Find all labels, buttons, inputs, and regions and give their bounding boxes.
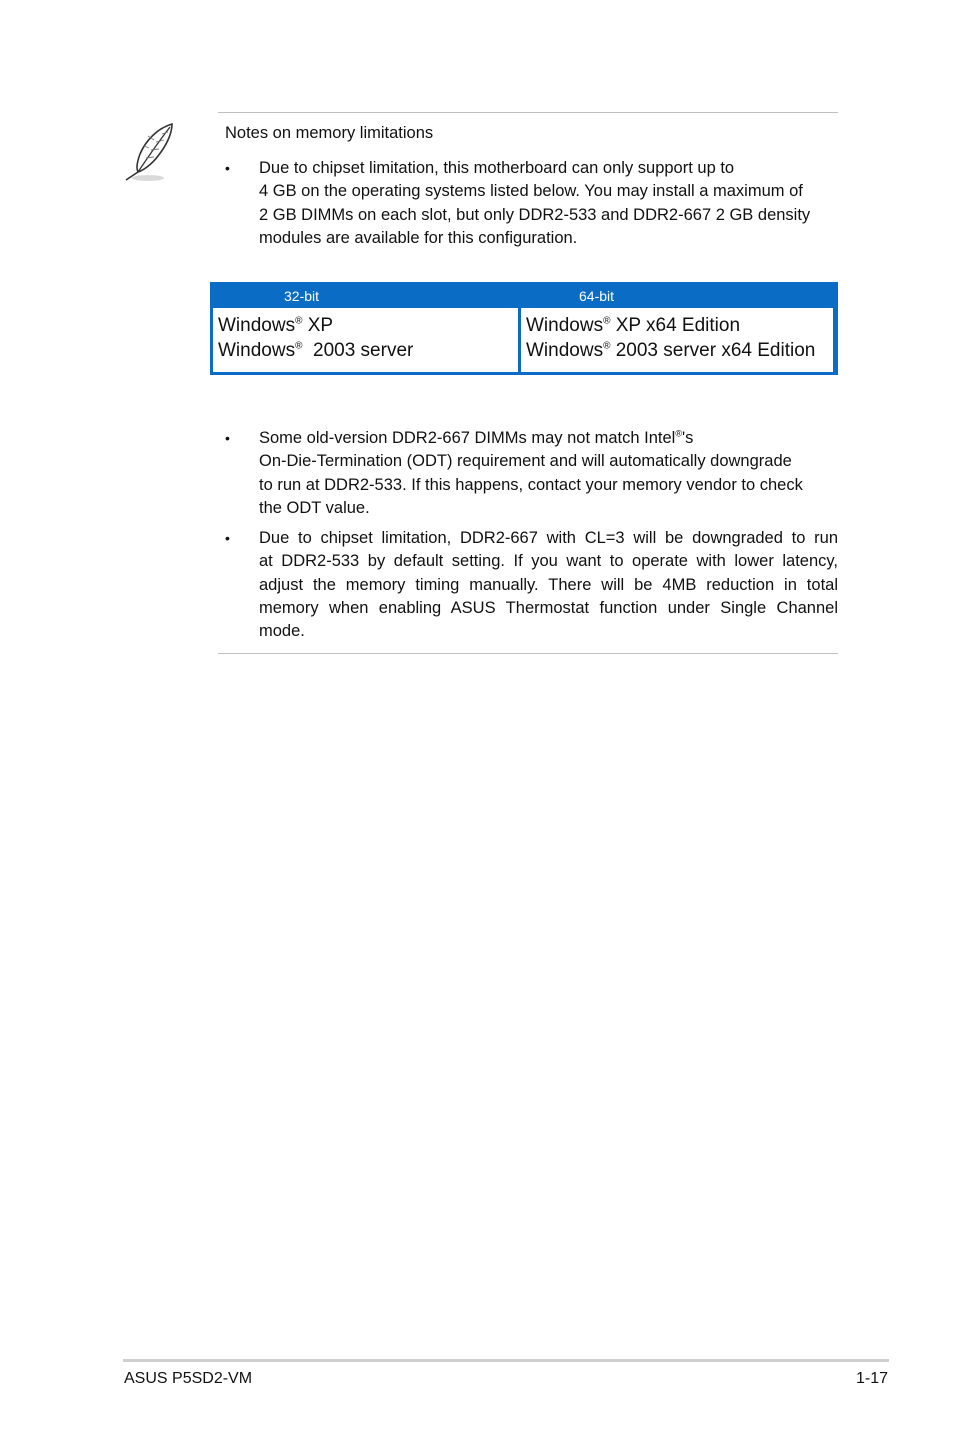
bullet-line: to run at DDR2-533. If this happens, contact your memory vendor to check [259,475,803,494]
bullet-line: Due to chipset limitation, DDR2-667 with CL=3 will be downgraded to run [259,529,838,547]
table-cell-32bit [213,308,518,372]
bullet-line: mode. [259,622,305,641]
bullet-line: the ODT value. [259,498,370,517]
note-bullet-cl3-downgrade [225,527,838,643]
footer-page-number: 1-17 [855,1370,888,1387]
table-header-32bit: 32-bit [284,288,320,304]
note-bullet-chipset-4gb [225,157,838,250]
bullet-line: at DDR2-533 by default setting. If you want to operate with lower latency, [259,552,838,571]
bullet-line: modules are available for this configuration. [259,228,578,247]
bullet-line: Due to chipset limitation, this motherboard can only support up to [259,159,735,177]
os-support-table [210,282,838,375]
bullet-line: adjust the memory timing manually. There will be 4MB reduction in total [259,575,838,594]
os-entry: Windows® XP x64 Edition [526,315,741,336]
bullet-line: memory when enabling ASUS Thermostat function under Single Channel [259,598,838,617]
footer-rule [123,1359,889,1362]
feather-quill-icon [120,120,180,184]
bullet-dot: • [225,430,230,446]
bullet-line: Some old-version DDR2-667 DIMMs may not match Intel®'s [259,428,694,447]
footer-product-name: ASUS P5SD2-VM [124,1370,253,1387]
bullet-dot: • [225,160,230,176]
table-header-64bit: 64-bit [579,288,615,304]
note-title: Notes on memory limitations [225,124,434,142]
bullet-dot: • [225,530,230,546]
note-bullet-odt [225,427,838,520]
os-entry: Windows® 2003 server x64 Edition [526,340,816,361]
table-cell-64bit [521,308,833,372]
bullet-line: 4 GB on the operating systems listed below. You may install a maximum of [259,182,803,201]
os-entry: Windows® 2003 server [218,340,414,361]
note-top-rule [218,112,838,113]
bullet-line: 2 GB DIMMs on each slot, but only DDR2-533 and DDR2-667 2 GB density [259,205,811,224]
os-entry: Windows® XP [218,315,334,336]
bullet-line: On-Die-Termination (ODT) requirement and will automatically downgrade [259,452,792,471]
note-bottom-rule [218,653,838,654]
